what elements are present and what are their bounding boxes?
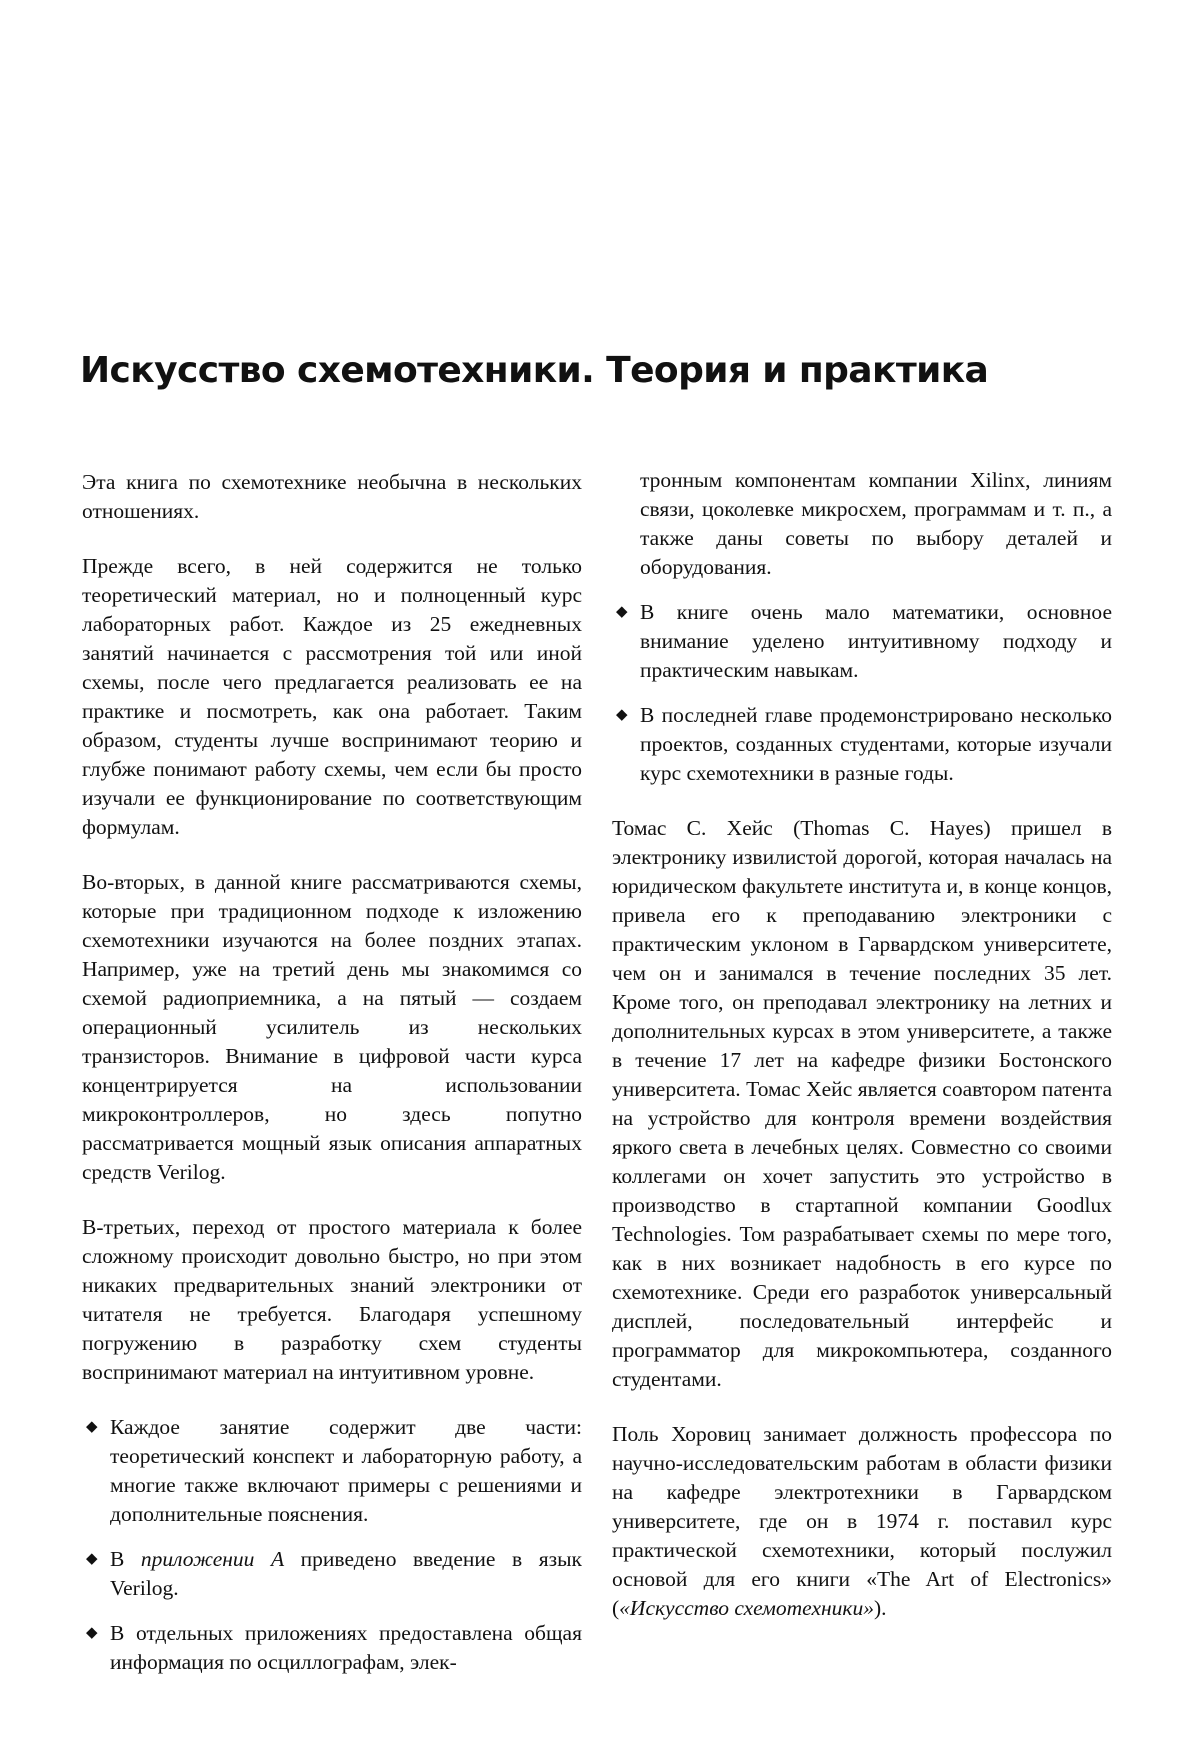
- list-item-text-pre: В: [110, 1547, 141, 1571]
- list-item: [82, 1413, 582, 1529]
- bullet-icon: ◆: [86, 1625, 98, 1641]
- list-item-continuation: [612, 466, 1112, 582]
- appendix-reference: приложении А: [140, 1547, 285, 1571]
- list-item-text: В книге очень мало математики, основное внимание уделено интуитивному подходу и практическим навыкам.: [640, 600, 1112, 682]
- bio-text-pre: Поль Хоровиц занимает должность профессора по научно-исследовательским работам в области физики на кафедре электротехники в Гарвардском университете, где он в 1974 г. поставил курс практической схемотехники, который послужил основой для его книги «The Art of Electronics» (: [612, 1422, 1112, 1620]
- paragraph-first-feature: Прежде всего, в ней содержится не только теоретический материал, но и полноценный курс лабораторных работ. Каждое из 25 ежедневных занятий начинается с рассмотрения той или иной схемы, после чего предлагается реализовать ее на практике и посмотреть, как она работает. Таким образом, студенты лучше воспринимают теорию и глубже понимают работу схемы, чем если бы просто изучали ее функционирование по соответствующим формулам.: [82, 554, 582, 839]
- author-bio-horowitz: [612, 1420, 1112, 1623]
- bullet-icon: ◆: [616, 707, 628, 723]
- right-column: [612, 466, 1112, 1649]
- list-item: [612, 598, 1112, 685]
- feature-list: [82, 1413, 582, 1677]
- list-item: [82, 1545, 582, 1603]
- bullet-icon: ◆: [86, 1419, 98, 1435]
- page-title: Искусство схемотехники. Теория и практика: [80, 350, 989, 391]
- list-item-text: тронным компонентам компании Xilinx, линиям связи, цоколевке микросхем, программам и т. п., а также даны советы по выбору деталей и оборудования.: [640, 468, 1112, 579]
- book-title-russian: «Искусство схемотехники»: [619, 1596, 874, 1620]
- bio-text-post: ).: [873, 1596, 887, 1620]
- author-bio-hayes: Томас С. Хейс (Thomas C. Hayes) пришел в электронику извилистой дорогой, которая началась на юридическом факультете института и, в конце концов, привела его к преподаванию электроники с практическим уклоном в Гарвардском университете, чем он и занимался в течение последних 35 лет. Кроме того, он преподавал электронику на летних и дополнительных курсах в этом университете, а также в течение 17 лет на кафедре физики Бостонского университета. Томас Хейс является соавтором патента на устройство для контроля времени воздействия яркого света в лечебных целях. Совместно со своими коллегами он хочет запустить это устройство в производство в стартапной компании Goodlux Technologies. Том разрабатывает схемы по мере того, как в них возникает надобность в его курсе по схемотехнике. Среди его разработок универсальный дисплей, последовательный интерфейс и программатор для микрокомпьютера, созданного студентами.: [612, 816, 1112, 1391]
- intro-paragraph: Эта книга по схемотехнике необычна в нескольких отношениях.: [82, 470, 582, 523]
- list-item-text: Каждое занятие содержит две части: теоретический конспект и лабораторную работу, а многие также включают примеры с решениями и дополнительные пояснения.: [110, 1415, 582, 1526]
- list-item: [612, 701, 1112, 788]
- list-item: [82, 1619, 582, 1677]
- list-item-text-post: приведено введение в язык Verilog.: [110, 1547, 582, 1600]
- list-item-text: В отдельных приложениях предоставлена общая информация по осциллографам, элек-: [110, 1621, 582, 1674]
- bullet-icon: ◆: [616, 604, 628, 620]
- left-column: [82, 468, 582, 1703]
- bullet-icon: ◆: [86, 1551, 98, 1567]
- feature-list-continued: [612, 466, 1112, 788]
- paragraph-second-feature: Во-вторых, в данной книге рассматриваются схемы, которые при традиционном подходе к изложению схемотехники изучаются на более поздних этапах. Например, уже на третий день мы знакомимся со схемой радиоприемника, а на пятый — создаем операционный усилитель из нескольких транзисторов. Внимание в цифровой части курса концентрируется на использовании микроконтроллеров, но здесь попутно рассматривается мощный язык описания аппаратных средств Verilog.: [82, 870, 582, 1184]
- list-item-text: В последней главе продемонстрировано несколько проектов, созданных студентами, которые изучали курс схемотехники в разные годы.: [640, 703, 1112, 785]
- paragraph-third-feature: В-третьих, переход от простого материала к более сложному происходит довольно быстро, но при этом никаких предварительных знаний электроники от читателя не требуется. Благодаря успешному погружению в разработку схем студенты воспринимают материал на интуитивном уровне.: [82, 1215, 582, 1384]
